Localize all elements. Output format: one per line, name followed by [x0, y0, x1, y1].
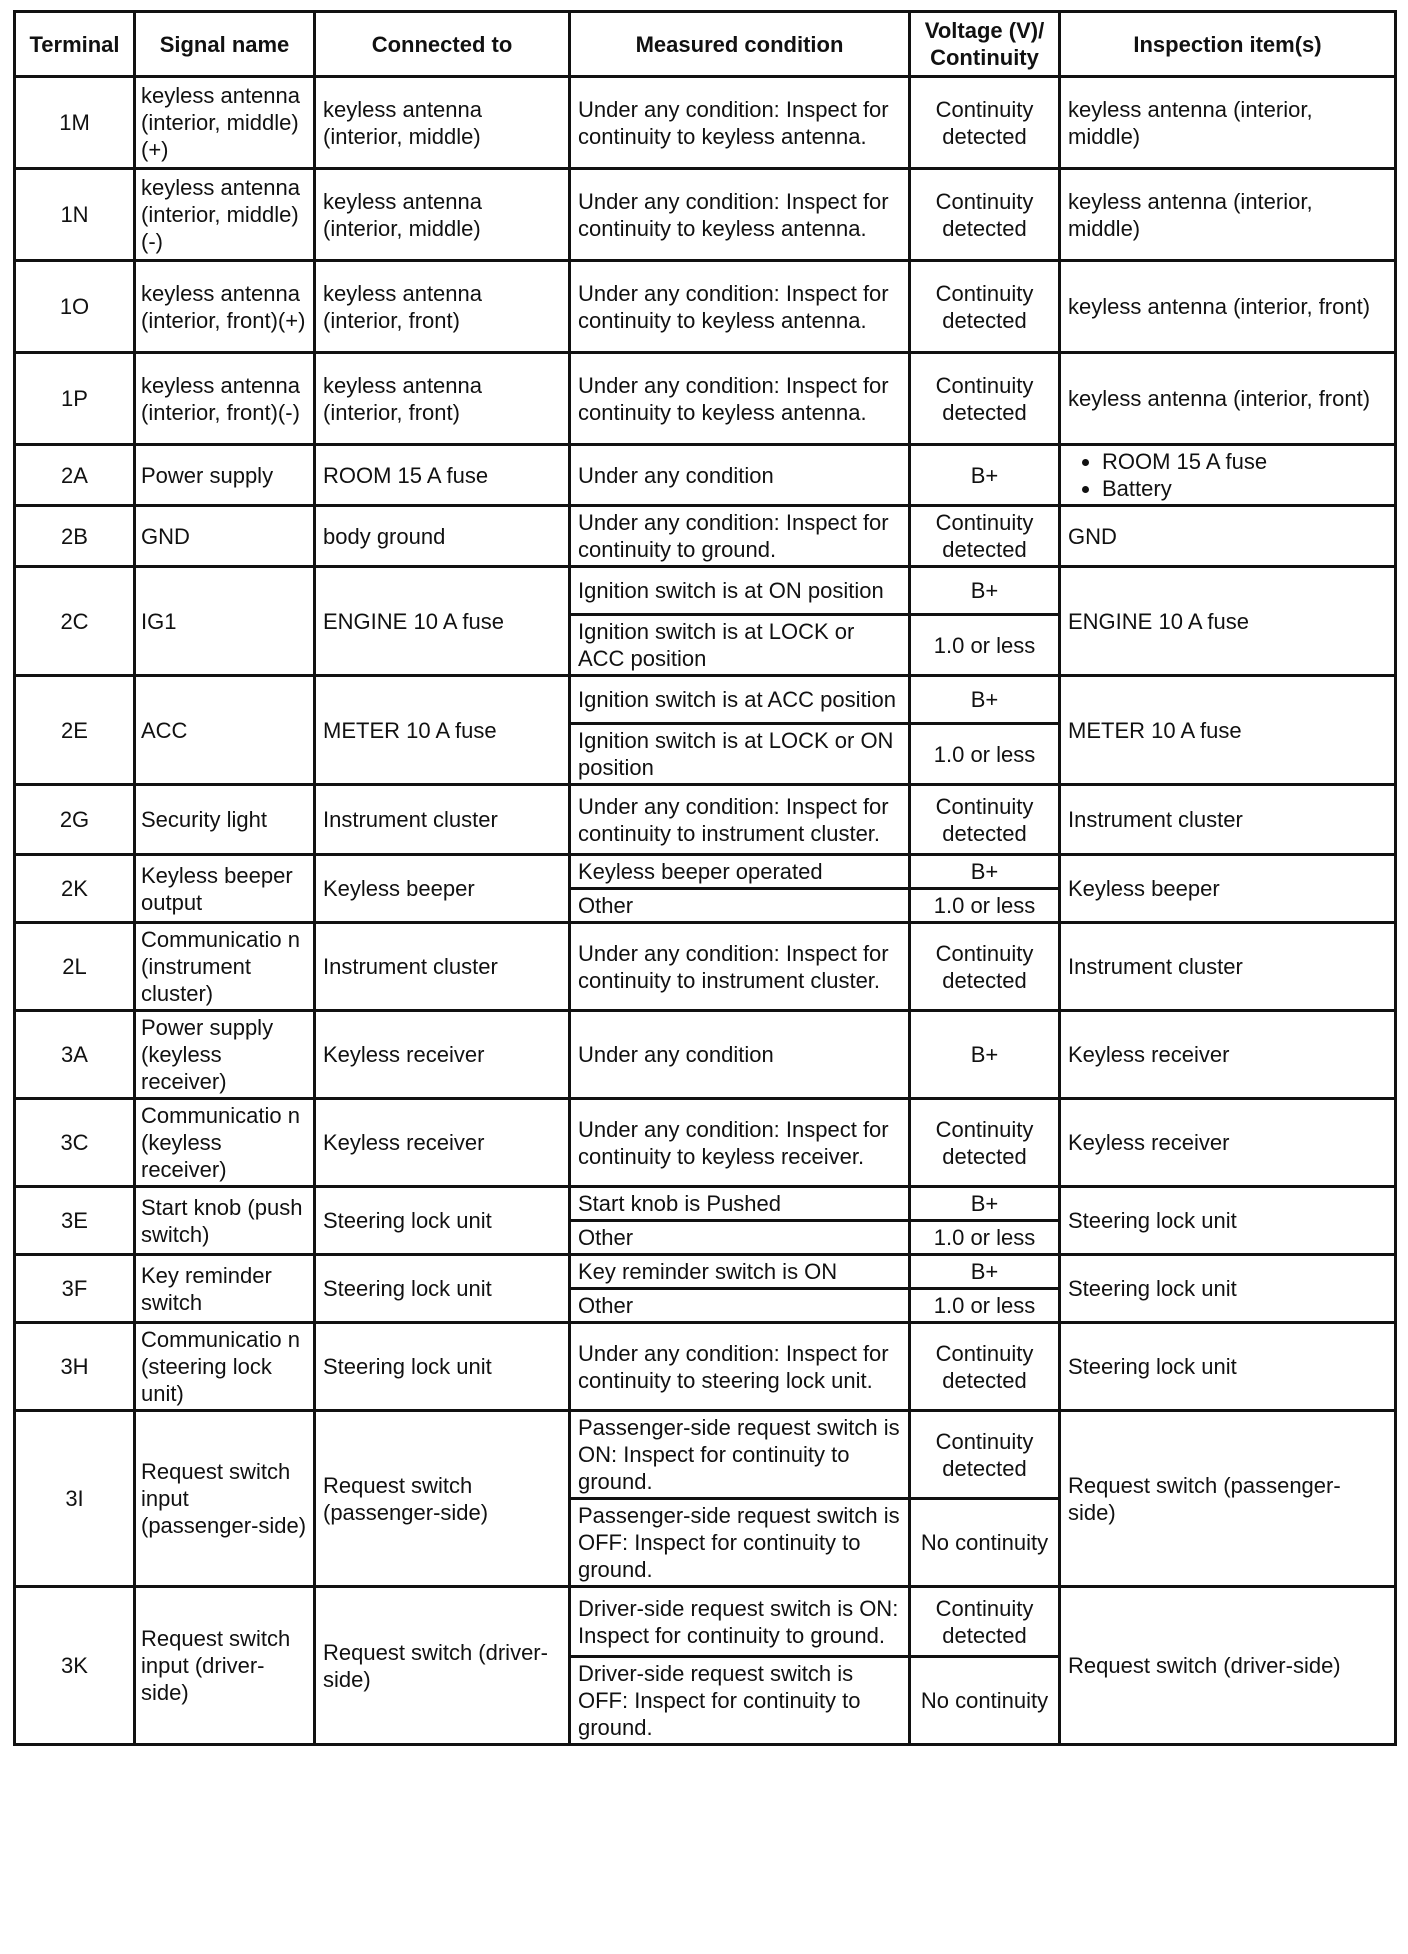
connected-to-cell: keyless antenna (interior, middle)	[315, 77, 570, 169]
inspection-items-cell: keyless antenna (interior, middle)	[1060, 169, 1396, 261]
inspection-items-cell: ENGINE 10 A fuse	[1060, 567, 1396, 676]
table-row	[15, 261, 1396, 353]
terminal-cell: 2K	[15, 855, 135, 923]
inspection-items-cell: Request switch (passenger-side)	[1060, 1411, 1396, 1587]
voltage-continuity-cell: B+	[910, 567, 1060, 615]
inspection-items-cell: keyless antenna (interior, front)	[1060, 261, 1396, 353]
voltage-continuity-cell: 1.0 or less	[910, 1289, 1060, 1323]
table-row	[15, 445, 1396, 506]
header-row	[15, 12, 1396, 77]
measured-condition-cell: Under any condition	[570, 445, 910, 506]
voltage-continuity-cell: 1.0 or less	[910, 1221, 1060, 1255]
table-row	[15, 1255, 1396, 1289]
header-terminal: Terminal	[15, 12, 135, 77]
connected-to-cell: Steering lock unit	[315, 1323, 570, 1411]
table-row	[15, 676, 1396, 724]
inspection-items-cell: Steering lock unit	[1060, 1255, 1396, 1323]
table-body	[15, 77, 1396, 1745]
connected-to-cell: body ground	[315, 506, 570, 567]
inspection-items-cell: keyless antenna (interior, front)	[1060, 353, 1396, 445]
voltage-continuity-cell: Continuity detected	[910, 923, 1060, 1011]
connected-to-cell: Steering lock unit	[315, 1187, 570, 1255]
header-voltage-continuity: Voltage (V)/ Continuity	[910, 12, 1060, 77]
terminal-cell: 3A	[15, 1011, 135, 1099]
measured-condition-cell: Under any condition: Inspect for continuity to ground.	[570, 506, 910, 567]
voltage-continuity-cell: B+	[910, 1187, 1060, 1221]
inspection-items-cell	[1060, 445, 1396, 506]
signal-name-cell: Key reminder switch	[135, 1255, 315, 1323]
table-row	[15, 506, 1396, 567]
terminal-inspection-table-wrapper	[13, 10, 1394, 1746]
voltage-continuity-cell: Continuity detected	[910, 77, 1060, 169]
terminal-cell: 2B	[15, 506, 135, 567]
connected-to-cell: Instrument cluster	[315, 785, 570, 855]
measured-condition-cell: Keyless beeper operated	[570, 855, 910, 889]
terminal-cell: 3E	[15, 1187, 135, 1255]
measured-condition-cell: Ignition switch is at ACC position	[570, 676, 910, 724]
voltage-continuity-cell: 1.0 or less	[910, 889, 1060, 923]
voltage-continuity-cell: B+	[910, 676, 1060, 724]
measured-condition-cell: Under any condition: Inspect for continuity to steering lock unit.	[570, 1323, 910, 1411]
measured-condition-cell: Start knob is Pushed	[570, 1187, 910, 1221]
table-row	[15, 77, 1396, 169]
measured-condition-cell: Ignition switch is at ON position	[570, 567, 910, 615]
table-row	[15, 785, 1396, 855]
terminal-cell: 2A	[15, 445, 135, 506]
table-row	[15, 1587, 1396, 1657]
connected-to-cell: Request switch (driver-side)	[315, 1587, 570, 1745]
connected-to-cell: ENGINE 10 A fuse	[315, 567, 570, 676]
terminal-cell: 2L	[15, 923, 135, 1011]
table-row	[15, 1011, 1396, 1099]
connected-to-cell: Steering lock unit	[315, 1255, 570, 1323]
terminal-cell: 2E	[15, 676, 135, 785]
signal-name-cell: Power supply (keyless receiver)	[135, 1011, 315, 1099]
connected-to-cell: keyless antenna (interior, front)	[315, 261, 570, 353]
voltage-continuity-cell: No continuity	[910, 1499, 1060, 1587]
signal-name-cell: keyless antenna (interior, middle)(-)	[135, 169, 315, 261]
inspection-items-cell: Keyless receiver	[1060, 1011, 1396, 1099]
table-row	[15, 1099, 1396, 1187]
header-connected-to: Connected to	[315, 12, 570, 77]
measured-condition-cell: Ignition switch is at LOCK or ON position	[570, 724, 910, 785]
voltage-continuity-cell: B+	[910, 1255, 1060, 1289]
table-row	[15, 353, 1396, 445]
table-row	[15, 855, 1396, 889]
measured-condition-cell: Key reminder switch is ON	[570, 1255, 910, 1289]
connected-to-cell: Keyless receiver	[315, 1099, 570, 1187]
inspection-items-cell: Request switch (driver-side)	[1060, 1587, 1396, 1745]
signal-name-cell: Power supply	[135, 445, 315, 506]
inspection-items-cell: Steering lock unit	[1060, 1187, 1396, 1255]
terminal-cell: 3K	[15, 1587, 135, 1745]
table-row	[15, 1411, 1396, 1499]
measured-condition-cell: Under any condition	[570, 1011, 910, 1099]
header-inspection-items: Inspection item(s)	[1060, 12, 1396, 77]
signal-name-cell: Keyless beeper output	[135, 855, 315, 923]
measured-condition-cell: Other	[570, 1289, 910, 1323]
signal-name-cell: Start knob (push switch)	[135, 1187, 315, 1255]
terminal-cell: 1M	[15, 77, 135, 169]
voltage-continuity-cell: Continuity detected	[910, 261, 1060, 353]
terminal-cell: 1P	[15, 353, 135, 445]
voltage-continuity-cell: B+	[910, 445, 1060, 506]
measured-condition-cell: Other	[570, 889, 910, 923]
signal-name-cell: keyless antenna (interior, front)(+)	[135, 261, 315, 353]
voltage-continuity-cell: Continuity detected	[910, 1587, 1060, 1657]
signal-name-cell: GND	[135, 506, 315, 567]
connected-to-cell: METER 10 A fuse	[315, 676, 570, 785]
measured-condition-cell: Passenger-side request switch is ON: Inspect for continuity to ground.	[570, 1411, 910, 1499]
terminal-cell: 1N	[15, 169, 135, 261]
signal-name-cell: Communicatio n (steering lock unit)	[135, 1323, 315, 1411]
measured-condition-cell: Driver-side request switch is OFF: Inspect for continuity to ground.	[570, 1657, 910, 1745]
terminal-cell: 2C	[15, 567, 135, 676]
voltage-continuity-cell: 1.0 or less	[910, 724, 1060, 785]
voltage-continuity-cell: Continuity detected	[910, 1323, 1060, 1411]
inspection-item: • ROOM 15 A fuse	[1102, 448, 1387, 475]
inspection-items-list	[1068, 448, 1387, 502]
measured-condition-cell: Other	[570, 1221, 910, 1255]
voltage-continuity-cell: Continuity detected	[910, 785, 1060, 855]
connected-to-cell: keyless antenna (interior, middle)	[315, 169, 570, 261]
terminal-cell: 3I	[15, 1411, 135, 1587]
signal-name-cell: Communicatio n (instrument cluster)	[135, 923, 315, 1011]
measured-condition-cell: Under any condition: Inspect for continuity to keyless antenna.	[570, 169, 910, 261]
inspection-item: • Battery	[1102, 475, 1387, 502]
header-signal-name: Signal name	[135, 12, 315, 77]
inspection-items-cell: GND	[1060, 506, 1396, 567]
header-measured-condition: Measured condition	[570, 12, 910, 77]
voltage-continuity-cell: 1.0 or less	[910, 615, 1060, 676]
measured-condition-cell: Under any condition: Inspect for continuity to instrument cluster.	[570, 923, 910, 1011]
signal-name-cell: Communicatio n (keyless receiver)	[135, 1099, 315, 1187]
terminal-cell: 2G	[15, 785, 135, 855]
measured-condition-cell: Passenger-side request switch is OFF: Inspect for continuity to ground.	[570, 1499, 910, 1587]
measured-condition-cell: Under any condition: Inspect for continuity to keyless receiver.	[570, 1099, 910, 1187]
voltage-continuity-cell: Continuity detected	[910, 1411, 1060, 1499]
connected-to-cell: Instrument cluster	[315, 923, 570, 1011]
measured-condition-cell: Under any condition: Inspect for continuity to instrument cluster.	[570, 785, 910, 855]
table-row	[15, 1323, 1396, 1411]
connected-to-cell: Keyless beeper	[315, 855, 570, 923]
inspection-items-cell: Instrument cluster	[1060, 785, 1396, 855]
connected-to-cell: ROOM 15 A fuse	[315, 445, 570, 506]
voltage-continuity-cell: Continuity detected	[910, 353, 1060, 445]
measured-condition-cell: Under any condition: Inspect for continuity to keyless antenna.	[570, 353, 910, 445]
signal-name-cell: ACC	[135, 676, 315, 785]
signal-name-cell: IG1	[135, 567, 315, 676]
terminal-cell: 1O	[15, 261, 135, 353]
connected-to-cell: Keyless receiver	[315, 1011, 570, 1099]
voltage-continuity-cell: Continuity detected	[910, 169, 1060, 261]
voltage-continuity-cell: No continuity	[910, 1657, 1060, 1745]
inspection-items-cell: keyless antenna (interior, middle)	[1060, 77, 1396, 169]
inspection-items-cell: METER 10 A fuse	[1060, 676, 1396, 785]
connected-to-cell: keyless antenna (interior, front)	[315, 353, 570, 445]
signal-name-cell: Request switch input (passenger-side)	[135, 1411, 315, 1587]
measured-condition-cell: Under any condition: Inspect for continuity to keyless antenna.	[570, 77, 910, 169]
table-row	[15, 567, 1396, 615]
signal-name-cell: keyless antenna (interior, middle)(+)	[135, 77, 315, 169]
table-row	[15, 923, 1396, 1011]
voltage-continuity-cell: Continuity detected	[910, 506, 1060, 567]
voltage-continuity-cell: B+	[910, 1011, 1060, 1099]
table-row	[15, 169, 1396, 261]
voltage-continuity-cell: B+	[910, 855, 1060, 889]
measured-condition-cell: Ignition switch is at LOCK or ACC position	[570, 615, 910, 676]
voltage-continuity-cell: Continuity detected	[910, 1099, 1060, 1187]
table-row	[15, 1187, 1396, 1221]
terminal-cell: 3F	[15, 1255, 135, 1323]
inspection-items-cell: Keyless beeper	[1060, 855, 1396, 923]
signal-name-cell: keyless antenna (interior, front)(-)	[135, 353, 315, 445]
signal-name-cell: Security light	[135, 785, 315, 855]
inspection-items-cell: Steering lock unit	[1060, 1323, 1396, 1411]
terminal-inspection-table	[13, 10, 1397, 1746]
inspection-items-cell: Keyless receiver	[1060, 1099, 1396, 1187]
measured-condition-cell: Driver-side request switch is ON: Inspect for continuity to ground.	[570, 1587, 910, 1657]
terminal-cell: 3C	[15, 1099, 135, 1187]
signal-name-cell: Request switch input (driver-side)	[135, 1587, 315, 1745]
inspection-items-cell: Instrument cluster	[1060, 923, 1396, 1011]
connected-to-cell: Request switch (passenger-side)	[315, 1411, 570, 1587]
measured-condition-cell: Under any condition: Inspect for continuity to keyless antenna.	[570, 261, 910, 353]
terminal-cell: 3H	[15, 1323, 135, 1411]
